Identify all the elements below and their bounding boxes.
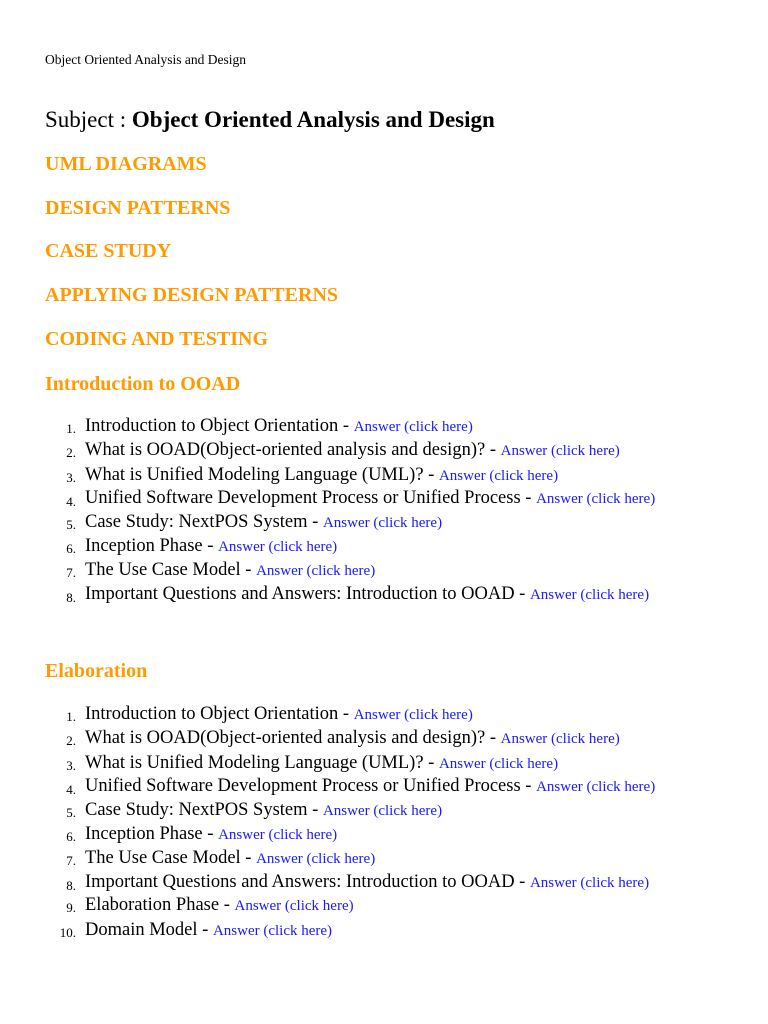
list-item xyxy=(45,752,721,776)
item-number: 7. xyxy=(66,853,76,869)
item-text: Introduction to Object Orientation - xyxy=(85,416,354,436)
list-item xyxy=(45,823,721,847)
item-number: 10. xyxy=(59,924,76,940)
answer-link[interactable]: Answer (click here) xyxy=(500,731,620,748)
list-item xyxy=(45,464,721,488)
answer-link[interactable]: Answer (click here) xyxy=(438,755,559,772)
answer-link[interactable]: Answer (click here) xyxy=(212,922,333,939)
list-item xyxy=(45,799,721,823)
section-heading-elaboration: Elaboration xyxy=(45,660,148,682)
item-number: 2. xyxy=(66,445,76,461)
item-number: 6. xyxy=(66,540,76,556)
list-item xyxy=(45,559,721,583)
list-item xyxy=(45,872,721,895)
list-item xyxy=(45,727,721,751)
list-item xyxy=(45,894,721,918)
answer-link[interactable]: Answer (click here) xyxy=(353,419,473,435)
item-number: 8. xyxy=(66,877,76,893)
list-item xyxy=(45,919,721,943)
item-number: 3. xyxy=(66,757,76,773)
topic-link-coding-and-testing[interactable]: CODING AND TESTING xyxy=(45,327,269,350)
answer-link[interactable]: Answer (click here) xyxy=(256,563,376,580)
page-title xyxy=(45,106,495,134)
list-item xyxy=(45,439,721,463)
item-text: Introduction to Object Orientation - xyxy=(85,704,354,724)
item-text: Case Study: NextPOS System - xyxy=(85,799,323,820)
item-text: Case Study: NextPOS System - xyxy=(85,511,323,532)
list-item xyxy=(45,847,721,871)
item-number: 5. xyxy=(66,516,76,532)
item-text: Elaboration Phase - xyxy=(85,895,235,916)
answer-link[interactable]: Answer (click here) xyxy=(536,490,656,507)
item-number: 4. xyxy=(66,781,76,797)
topic-link-case-study[interactable]: CASE STUDY xyxy=(45,240,172,263)
item-text: What is OOAD(Object-oriented analysis and design)? - xyxy=(85,728,501,749)
item-number: 3. xyxy=(66,469,76,485)
item-number: 9. xyxy=(66,900,76,916)
subject-name: Object Oriented Analysis and Design xyxy=(131,107,495,132)
item-text: The Use Case Model - xyxy=(85,848,257,869)
answer-link[interactable]: Answer (click here) xyxy=(256,851,376,868)
item-text: Important Questions and Answers: Introduction to OOAD - xyxy=(85,583,530,604)
answer-link[interactable]: Answer (click here) xyxy=(438,467,559,484)
document-header: Object Oriented Analysis and Design xyxy=(45,52,246,67)
item-number: 7. xyxy=(66,565,76,581)
item-text: What is Unified Modeling Language (UML)? - xyxy=(85,752,439,773)
item-text: What is Unified Modeling Language (UML)? - xyxy=(85,464,439,485)
answer-link[interactable]: Answer (click here) xyxy=(322,514,443,531)
list-item xyxy=(45,511,721,535)
topic-link-applying-design-patterns[interactable]: APPLYING DESIGN PATTERNS xyxy=(45,284,339,307)
answer-link[interactable]: Answer (click here) xyxy=(353,707,473,723)
item-number: 2. xyxy=(66,733,76,749)
item-number: 6. xyxy=(66,828,76,844)
list-item xyxy=(45,584,721,607)
item-number: 5. xyxy=(66,804,76,820)
topic-link-uml-diagrams[interactable]: UML DIAGRAMS xyxy=(45,153,207,175)
item-number: 1. xyxy=(66,421,76,436)
answer-link[interactable]: Answer (click here) xyxy=(322,802,443,819)
item-text: Unified Software Development Process or Unified Process - xyxy=(85,775,537,796)
question-list-elaboration xyxy=(45,703,735,943)
list-item xyxy=(45,415,721,439)
item-text: The Use Case Model - xyxy=(85,560,257,581)
subject-prefix: Subject : xyxy=(45,107,132,132)
item-text: Unified Software Development Process or Unified Process - xyxy=(85,487,537,508)
item-text: Inception Phase - xyxy=(85,535,219,556)
list-item xyxy=(45,535,721,559)
topic-nav-list xyxy=(45,152,338,370)
answer-link[interactable]: Answer (click here) xyxy=(536,778,656,795)
question-list-introduction xyxy=(45,415,735,606)
answer-link[interactable]: Answer (click here) xyxy=(218,538,338,555)
section-heading-introduction: Introduction to OOAD xyxy=(45,373,241,395)
item-text: What is OOAD(Object-oriented analysis and design)? - xyxy=(85,440,501,461)
answer-link[interactable]: Answer (click here) xyxy=(234,898,354,915)
answer-link[interactable]: Answer (click here) xyxy=(529,586,650,603)
item-number: 4. xyxy=(66,493,76,509)
item-number: 1. xyxy=(66,709,76,724)
item-text: Important Questions and Answers: Introduction to OOAD - xyxy=(85,871,530,892)
answer-link[interactable]: Answer (click here) xyxy=(218,826,338,843)
topic-link-design-patterns[interactable]: DESIGN PATTERNS xyxy=(45,196,231,219)
list-item xyxy=(45,703,721,727)
item-text: Inception Phase - xyxy=(85,823,219,844)
answer-link[interactable]: Answer (click here) xyxy=(500,443,620,460)
list-item xyxy=(45,776,721,799)
item-number: 8. xyxy=(66,589,76,605)
item-text: Domain Model - xyxy=(85,919,213,940)
answer-link[interactable]: Answer (click here) xyxy=(529,874,650,891)
list-item xyxy=(45,488,721,511)
